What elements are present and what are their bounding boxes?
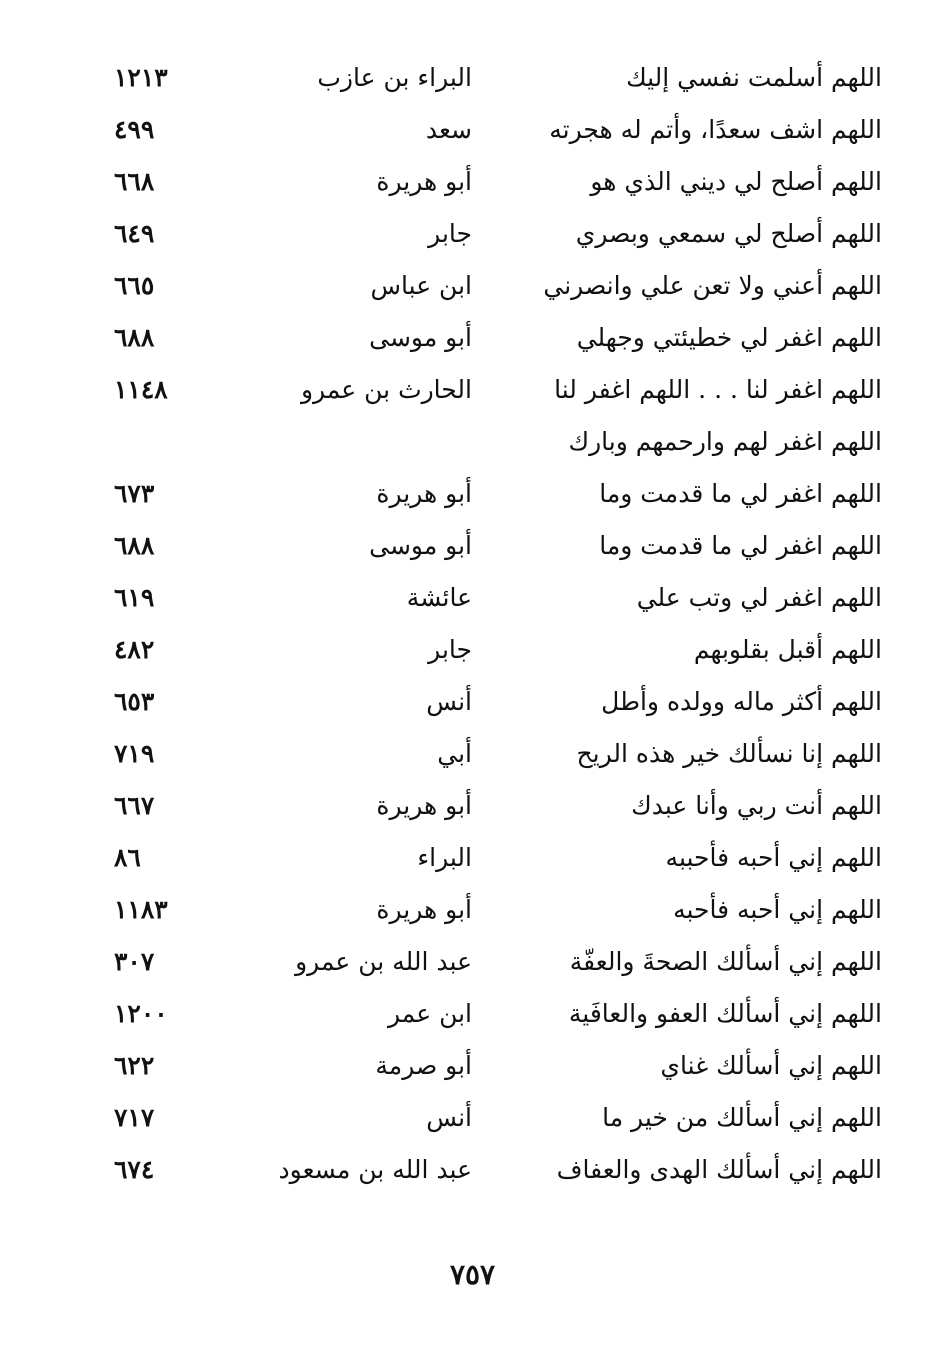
index-row <box>100 312 890 364</box>
index-row <box>100 936 890 988</box>
narrator: ابن عباس <box>370 271 472 300</box>
hadith-opening: اللهم أقبل بقلوبهم <box>693 635 882 664</box>
narrator: أبو موسى <box>369 531 472 560</box>
index-row <box>100 156 890 208</box>
hadith-opening: اللهم أنت ربي وأنا عبدك <box>631 791 882 820</box>
index-row <box>100 364 890 416</box>
narrator: أبو هريرة <box>376 167 472 196</box>
page-reference: ٦١٩ <box>114 583 155 612</box>
page-reference: ٦٨٨ <box>114 323 155 352</box>
index-row <box>100 468 890 520</box>
index-row <box>100 780 890 832</box>
page-reference: ٤٩٩ <box>114 115 155 144</box>
narrator: جابر <box>428 635 472 664</box>
hadith-opening: اللهم أعني ولا تعن علي وانصرني <box>543 271 882 300</box>
narrator: أبو هريرة <box>376 895 472 924</box>
page-reference: ٦٦٥ <box>114 271 155 300</box>
hadith-opening: اللهم إني أسألك الصحةَ والعفّة <box>569 947 882 976</box>
page-reference: ٦٤٩ <box>114 219 155 248</box>
index-row <box>100 52 890 104</box>
hadith-opening: اللهم اغفر لنا . . . اللهم اغفر لنا <box>554 375 882 404</box>
narrator: أبو هريرة <box>376 791 472 820</box>
index-row <box>100 572 890 624</box>
page-reference: ١١٨٣ <box>114 895 168 924</box>
index-row <box>100 520 890 572</box>
page-reference: ٦٦٨ <box>114 167 155 196</box>
hadith-opening: اللهم اشف سعدًا، وأتم له هجرته <box>549 115 882 144</box>
narrator: البراء بن عازب <box>317 63 472 92</box>
hadith-index-table <box>100 52 890 1196</box>
narrator: سعد <box>425 115 472 144</box>
index-row <box>100 1144 890 1196</box>
index-row <box>100 832 890 884</box>
page-reference: ٦٢٢ <box>114 1051 155 1080</box>
hadith-opening: اللهم أكثر ماله وولده وأطل <box>601 687 882 716</box>
index-row <box>100 988 890 1040</box>
page-reference: ٧١٧ <box>114 1103 155 1132</box>
narrator: ابن عمر <box>387 999 472 1028</box>
hadith-opening: اللهم إني أسألك غناي <box>660 1051 882 1080</box>
narrator: جابر <box>428 219 472 248</box>
page-reference: ٣٠٧ <box>114 947 155 976</box>
hadith-opening: اللهم إني أحبه فأحبه <box>673 895 882 924</box>
page-number: ٧٥٧ <box>449 1258 496 1291</box>
hadith-opening: اللهم أصلح لي سمعي وبصري <box>575 219 882 248</box>
hadith-opening: اللهم اغفر لي خطيئتي وجهلي <box>576 323 882 352</box>
narrator: أبو هريرة <box>376 479 472 508</box>
page-reference: ٨٦ <box>114 843 141 872</box>
index-row <box>100 104 890 156</box>
index-row <box>100 1092 890 1144</box>
hadith-opening: اللهم إنا نسألك خير هذه الريح <box>576 739 882 768</box>
hadith-opening: اللهم أسلمت نفسي إليك <box>626 63 882 92</box>
page-reference: ٦٦٧ <box>114 791 155 820</box>
narrator: أبي <box>437 739 472 768</box>
page-reference: ٦٧٤ <box>114 1155 155 1184</box>
hadith-opening: اللهم اغفر لي ما قدمت وما <box>599 531 882 560</box>
narrator: عبد الله بن عمرو <box>295 947 472 976</box>
hadith-opening: اللهم اغفر لي وتب علي <box>636 583 882 612</box>
hadith-opening: اللهم إني أسألك العفو والعافَية <box>568 999 882 1028</box>
page-reference: ٦٥٣ <box>114 687 155 716</box>
page-reference: ٦٨٨ <box>114 531 155 560</box>
hadith-opening: اللهم إني أسألك من خير ما <box>602 1103 882 1132</box>
narrator: أبو موسى <box>369 323 472 352</box>
index-row <box>100 728 890 780</box>
hadith-opening: اللهم اغفر لي ما قدمت وما <box>599 479 882 508</box>
page-reference: ٦٧٣ <box>114 479 155 508</box>
page-reference: ٧١٩ <box>114 739 155 768</box>
hadith-opening: اللهم إني أحبه فأحببه <box>665 843 882 872</box>
index-row <box>100 260 890 312</box>
narrator: عائشة <box>406 583 472 612</box>
hadith-opening: اللهم أصلح لي ديني الذي هو <box>590 167 882 196</box>
page-reference: ١٢١٣ <box>114 63 168 92</box>
index-row <box>100 208 890 260</box>
page-reference: ١١٤٨ <box>114 375 168 404</box>
hadith-opening: اللهم إني أسألك الهدى والعفاف <box>556 1155 882 1184</box>
narrator: أنس <box>426 1103 472 1132</box>
narrator: أنس <box>426 687 472 716</box>
index-row <box>100 1040 890 1092</box>
page-reference: ١٢٠٠ <box>114 999 168 1028</box>
index-row <box>100 416 890 468</box>
index-row <box>100 884 890 936</box>
index-row <box>100 676 890 728</box>
narrator: البراء <box>417 843 472 872</box>
narrator: الحارث بن عمرو <box>300 375 472 404</box>
index-row <box>100 624 890 676</box>
narrator: أبو صرمة <box>375 1051 472 1080</box>
narrator: عبد الله بن مسعود <box>278 1155 472 1184</box>
page-reference: ٤٨٢ <box>114 635 155 664</box>
hadith-opening: اللهم اغفر لهم وارحمهم وبارك <box>568 427 882 456</box>
